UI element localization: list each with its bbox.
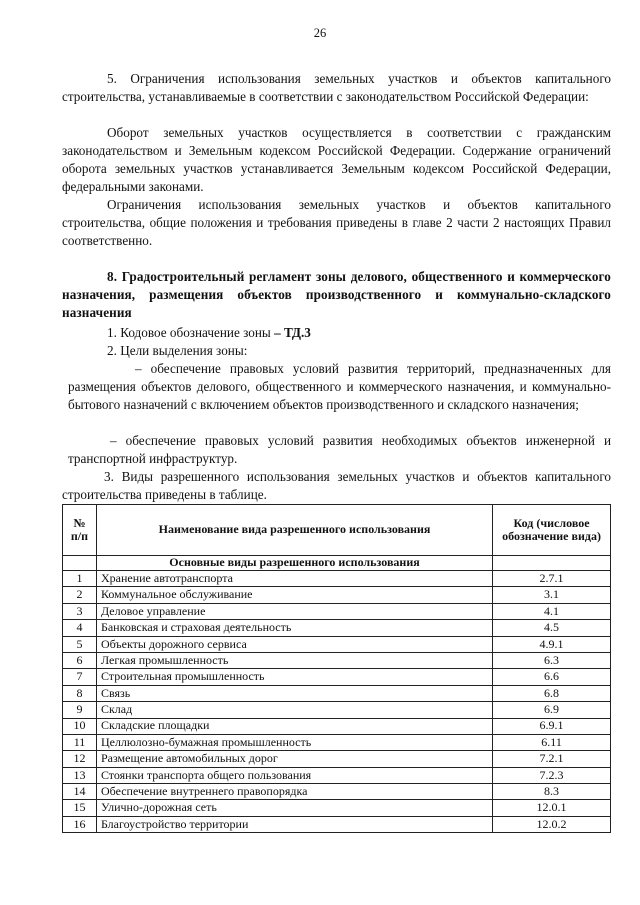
row-number: 9 [63,702,97,718]
section5-paragraph-1: Оборот земельных участков осуществляется в соответствии с гражданским законодательством и Земельным кодексом Российской Федерации. Содержание ограничений оборота земельных участков устанавливается Земельным кодексом Российской Федерации, федеральными законами. [62,125,611,194]
use-name: Легкая промышленность [96,652,492,668]
table-row [63,718,611,734]
row-number: 11 [63,734,97,750]
row-number: 14 [63,784,97,800]
use-code: 6.9 [493,702,611,718]
subheader-empty-cell [63,556,97,571]
row-number: 1 [63,571,97,587]
permitted-uses-table [62,504,611,833]
table-row [63,571,611,587]
section5-paragraph-2: Ограничения использования земельных участков и объектов капитального строительства, общие положения и требования приведены в главе 2 части 2 настоящих Правил соответственно. [62,197,611,248]
use-name: Складские площадки [96,718,492,734]
row-number: 5 [63,636,97,652]
row-number: 12 [63,751,97,767]
row-number: 7 [63,669,97,685]
column-header-code: Код (числовое обозначение вида) [493,505,611,556]
zone-code-value: – ТД.3 [274,325,311,340]
row-number: 15 [63,800,97,816]
zone-code-label: 1. Кодовое обозначение зоны [107,325,275,340]
goals-heading: 2. Цели выделения зоны: [107,343,248,358]
table-row [63,800,611,816]
zone-code-line [107,324,611,342]
uses-intro: 3. Виды разрешенного использования земельных участков и объектов капитального строительства приведены в таблице. [62,469,611,502]
table-row [63,636,611,652]
use-code: 6.9.1 [493,718,611,734]
table-row [63,603,611,619]
table-row [63,702,611,718]
table-row [63,620,611,636]
use-name: Обеспечение внутреннего правопорядка [96,784,492,800]
table-row [63,816,611,832]
goal-2: – обеспечение правовых условий развития необходимых объектов инженерной и транспортной инфраструктур. [68,433,611,466]
use-code: 7.2.1 [493,751,611,767]
row-number: 2 [63,587,97,603]
use-name: Хранение автотранспорта [96,571,492,587]
use-name: Банковская и страховая деятельность [96,620,492,636]
row-number: 3 [63,603,97,619]
table-row [63,767,611,783]
use-code: 6.6 [493,669,611,685]
use-name: Целлюлозно-бумажная промышленность [96,734,492,750]
use-name: Объекты дорожного сервиса [96,636,492,652]
use-name: Размещение автомобильных дорог [96,751,492,767]
use-name: Улично-дорожная сеть [96,800,492,816]
table-row [63,784,611,800]
use-code: 4.5 [493,620,611,636]
table-row [63,652,611,668]
use-code: 6.3 [493,652,611,668]
subheader-empty-cell [493,556,611,571]
use-code: 12.0.2 [493,816,611,832]
row-number: 16 [63,816,97,832]
use-code: 7.2.3 [493,767,611,783]
page-number: 26 [313,26,327,40]
use-code: 4.1 [493,603,611,619]
goal-1: – обеспечение правовых условий развития территорий, предназначенных для размещения объектов делового, общественного и коммерческого назначения, и коммунально-бытового назначений с включением объектов производственного и складского назначения; [68,361,611,412]
table-row [63,751,611,767]
use-code: 2.7.1 [493,571,611,587]
use-code: 6.8 [493,685,611,701]
column-header-name: Наименование вида разрешенного использования [96,505,492,556]
use-name: Строительная промышленность [96,669,492,685]
section5-heading: 5. Ограничения использования земельных участков и объектов капитального строительства, устанавливаемые в соответствии с законодательством Российской Федерации: [62,71,611,104]
table-row [63,587,611,603]
use-name: Склад [96,702,492,718]
use-name: Благоустройство территории [96,816,492,832]
use-name: Деловое управление [96,603,492,619]
table-row [63,669,611,685]
use-code: 3.1 [493,587,611,603]
use-code: 6.11 [493,734,611,750]
row-number: 10 [63,718,97,734]
use-name: Связь [96,685,492,701]
table-subheader: Основные виды разрешенного использования [96,556,492,571]
row-number: 13 [63,767,97,783]
use-code: 4.9.1 [493,636,611,652]
row-number: 6 [63,652,97,668]
table-row [63,734,611,750]
use-code: 8.3 [493,784,611,800]
use-name: Коммунальное обслуживание [96,587,492,603]
column-header-number: № п/п [63,505,97,556]
row-number: 4 [63,620,97,636]
row-number: 8 [63,685,97,701]
table-row [63,685,611,701]
use-code: 12.0.1 [493,800,611,816]
section8-title: 8. Градостроительный регламент зоны делового, общественного и коммерческого назначения, размещения объектов производственного и коммунально-складского назначения [62,269,611,320]
use-name: Стоянки транспорта общего пользования [96,767,492,783]
